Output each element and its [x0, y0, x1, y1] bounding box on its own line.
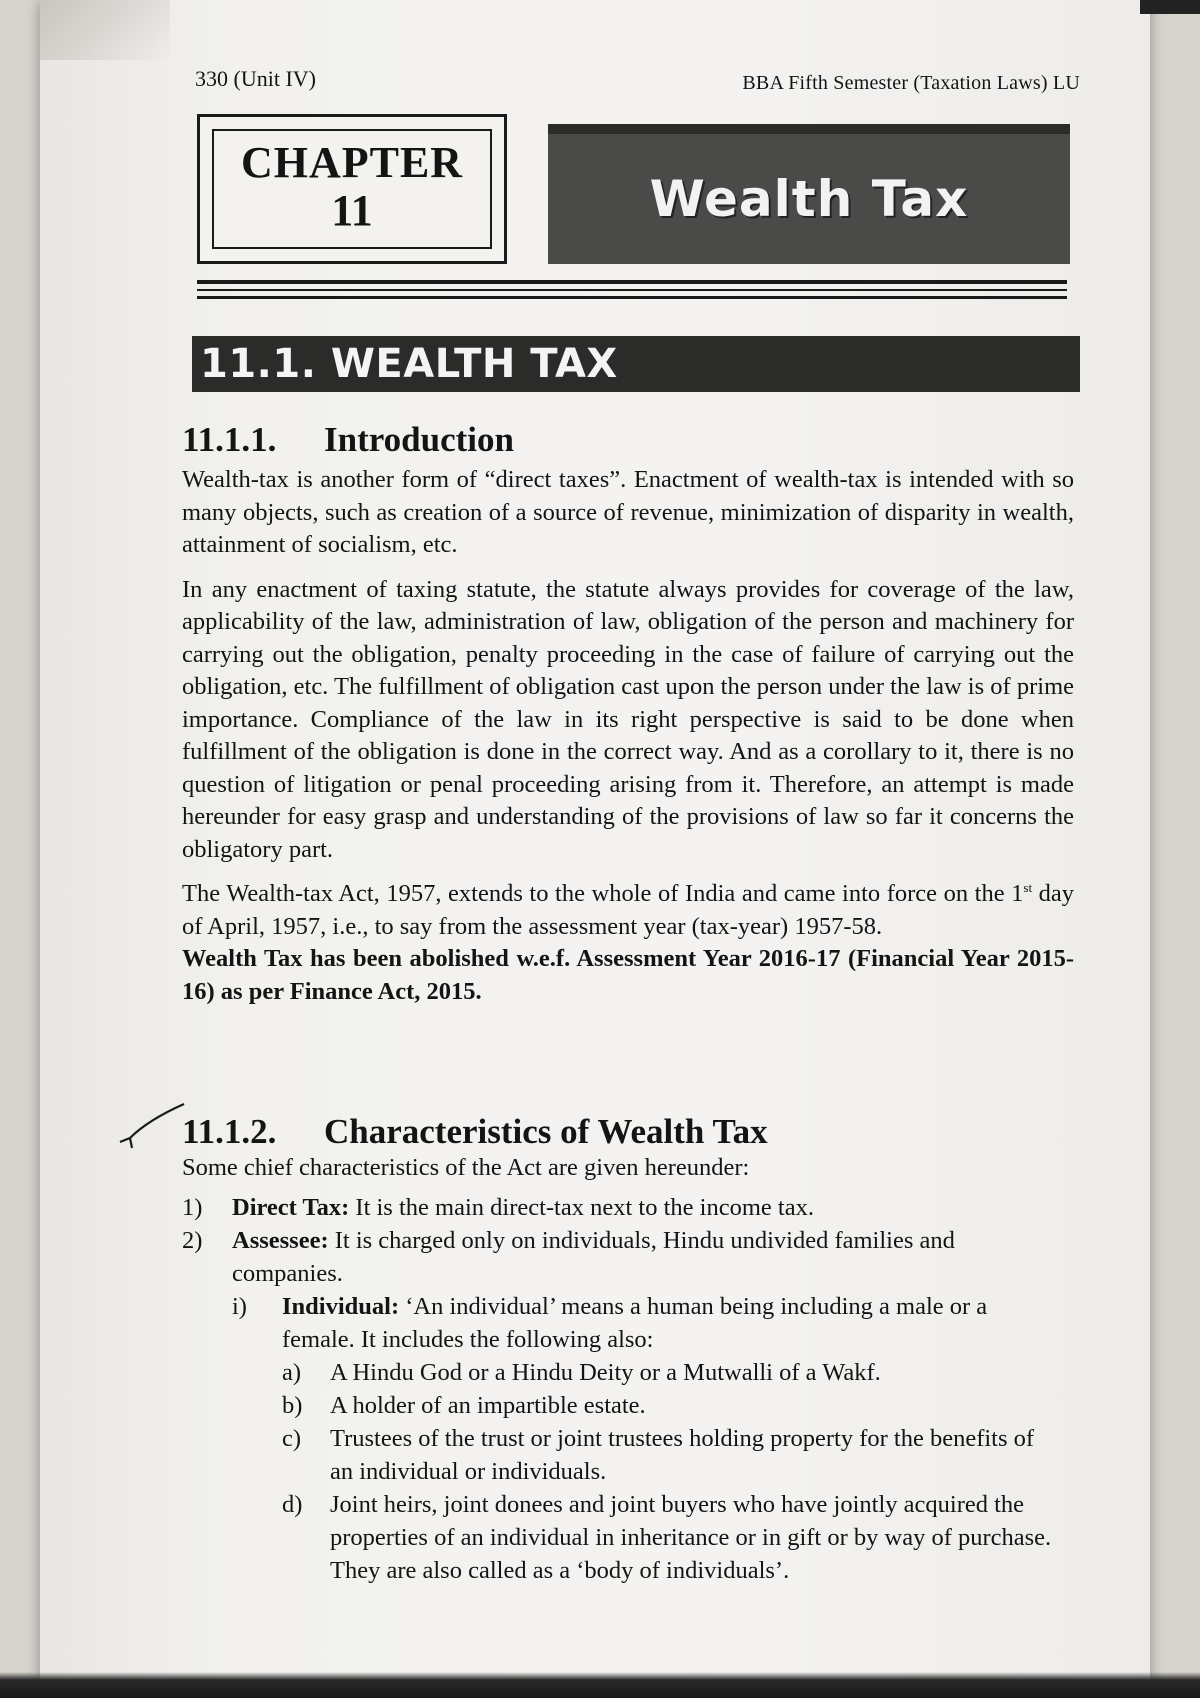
characteristics-heading-number: 11.1.2.	[182, 1112, 277, 1151]
chapter-title: Wealth Tax	[649, 170, 969, 228]
list-item-term: Direct Tax:	[232, 1194, 350, 1221]
nested-list-item	[182, 1356, 1062, 1389]
sub-list-item-label: i)	[232, 1293, 247, 1320]
chapter-number: 11	[331, 186, 373, 235]
ordinal-superscript: st	[1023, 879, 1033, 895]
nested-list-item-text: A holder of an impartible estate.	[330, 1392, 646, 1419]
nested-list-item	[182, 1488, 1062, 1587]
abolition-note: Wealth Tax has been abolished w.e.f. Assessment Year 2016-17 (Financial Year 2015-16) as per Finance Act, 2015.	[182, 945, 1074, 1005]
nested-list-item-label: d)	[282, 1491, 303, 1518]
chapter-number-box	[197, 114, 507, 264]
divider-rule	[197, 289, 1067, 291]
scan-edge-top	[1140, 0, 1200, 14]
intro-heading	[182, 420, 1074, 460]
nested-list-item	[182, 1389, 1062, 1422]
intro-paragraph-2: In any enactment of taxing statute, the statute always provides for coverage of the law, applicability of the law, administration of law, obligation of the person and machinery for carrying out the obligation, penalty proceeding in the case of failure of carrying out the obligation, etc. The fulfillment of obligation cast upon the person under the law is of prime importance. Compliance of the law in its right perspective is said to be done when fulfillment of the obligation is done in the correct way. And as a corollary to it, there is no question of litigation or penal proceeding arising from it. Therefore, an attempt is made hereunder for easy grasp and understanding of the provisions of law so far it concerns the obligatory part.	[182, 575, 1074, 863]
intro-paragraph-3-part-1: The Wealth-tax Act, 1957, extends to the whole of India and came into force on the 1	[182, 880, 1024, 907]
list-item	[182, 1224, 1062, 1290]
characteristics-heading-title: Characteristics of Wealth Tax	[324, 1112, 768, 1151]
nested-list-item-text: Trustees of the trust or joint trustees holding property for the benefits of an individual or individuals.	[330, 1425, 1035, 1485]
chapter-number-inner-frame	[212, 129, 492, 249]
characteristics-lead: Some chief characteristics of the Act are given hereunder:	[182, 1154, 750, 1181]
characteristics-section	[182, 1112, 1074, 1185]
page-corner-shadow	[40, 0, 170, 60]
list-item-label: 2)	[182, 1227, 203, 1254]
sub-list-item-term: Individual:	[282, 1293, 400, 1320]
nested-list-item-text: A Hindu God or a Hindu Deity or a Mutwalli of a Wakf.	[330, 1359, 881, 1386]
nested-list-item-label: a)	[282, 1359, 302, 1386]
sub-list-item	[182, 1290, 1062, 1356]
intro-paragraph-1: Wealth-tax is another form of “direct taxes”. Enactment of wealth-tax is intended with so many objects, such as creation of a source of revenue, minimization of disparity in wealth, attainment of socialism, etc.	[182, 466, 1074, 558]
nested-list-item-label: c)	[282, 1425, 302, 1452]
characteristics-heading	[182, 1112, 1074, 1152]
divider-rule	[197, 280, 1067, 284]
intro-paragraph-3-part-2: day of April, 1957, i.e., to say from the assessment year (tax-year) 1957-58.	[182, 880, 1074, 940]
intro-section	[182, 420, 1074, 1008]
chapter-word: CHAPTER	[240, 138, 464, 187]
intro-paragraph-3	[182, 878, 1074, 943]
chapter-title-banner	[548, 124, 1070, 264]
characteristics-list	[182, 1191, 1062, 1587]
section-heading: 11.1. WEALTH TAX	[200, 341, 618, 387]
divider-rule	[197, 296, 1067, 299]
nested-list-item-text: Joint heirs, joint donees and joint buyers who have jointly acquired the properties of an individual in inheritance or in gift or by way of purchase. They are also called as a ‘body of individuals’.	[330, 1491, 1052, 1584]
nested-list-item	[182, 1422, 1062, 1488]
list-item	[182, 1191, 1062, 1224]
page-number-label: 330 (Unit IV)	[195, 66, 316, 91]
book-title-label: BBA Fifth Semester (Taxation Laws) LU	[742, 72, 1080, 94]
list-item-text: It is the main direct-tax next to the income tax.	[349, 1194, 814, 1221]
section-heading-bar	[192, 336, 1080, 392]
scan-edge-bottom	[0, 1672, 1200, 1698]
intro-heading-number: 11.1.1.	[182, 420, 277, 459]
handwritten-tick-mark	[118, 1100, 188, 1150]
intro-heading-title: Introduction	[324, 420, 514, 459]
sub-list-item-text: ‘An individual’ means a human being including a male or a female. It includes the following also:	[282, 1293, 988, 1353]
list-item-text: It is charged only on individuals, Hindu undivided families and companies.	[232, 1227, 955, 1287]
running-header	[195, 66, 1080, 96]
list-item-label: 1)	[182, 1194, 203, 1221]
nested-list-item-label: b)	[282, 1392, 303, 1419]
list-item-term: Assessee:	[232, 1227, 329, 1254]
